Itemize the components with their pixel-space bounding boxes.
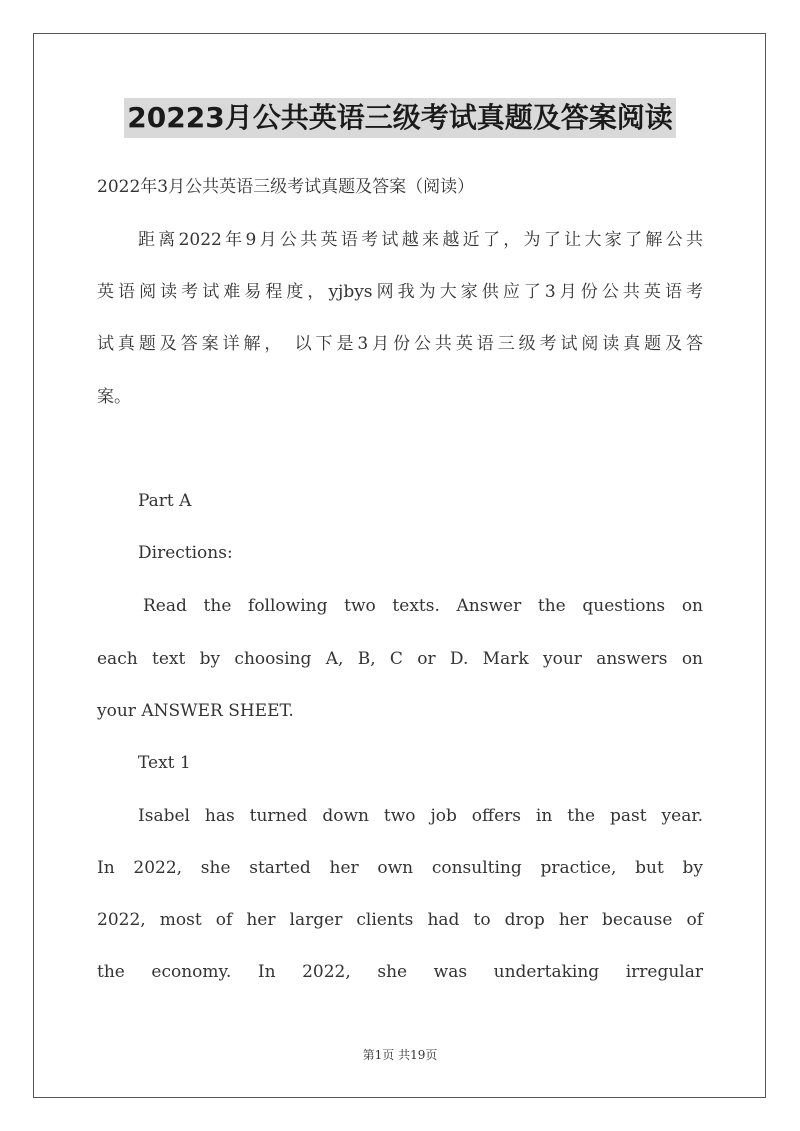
paragraph-line: each text by choosing A, B, C or D. Mark your answers on [97,649,703,669]
paragraph-line: your ANSWER SHEET. [97,701,294,721]
page-footer [0,1046,800,1063]
text-heading: Text 1 [138,753,191,773]
paragraph-line: 2022, most of her larger clients had to drop her because of [97,910,703,930]
paragraph-line: the economy. In 2022, she was undertaking irregular [97,962,703,982]
subtitle-line: 2022年3月公共英语三级考试真题及答案（阅读） [97,177,475,197]
paragraph-line: Read the following two texts. Answer the questions on [143,596,703,616]
section-heading: Part A [138,491,192,511]
directions-label: Directions: [138,543,233,563]
paragraph-line: 试真题及答案详解， 以下是3月份公共英语三级考试阅读真题及答 [97,334,703,354]
title-container [0,98,800,138]
paragraph-line: 案。 [97,387,131,407]
paragraph-line: 距离2022年9月公共英语考试越来越近了，为了让大家了解公共 [138,230,703,250]
paragraph-line: Isabel has turned down two job offers in the past year. [138,806,703,826]
page-number-label: 第1页 共19页 [362,1048,438,1062]
document-title: 20223月公共英语三级考试真题及答案阅读 [124,98,675,138]
paragraph-line: In 2022, she started her own consulting practice, but by [97,858,703,878]
paragraph-line: 英语阅读考试难易程度，yjbys网我为大家供应了3月份公共英语考 [97,282,703,302]
